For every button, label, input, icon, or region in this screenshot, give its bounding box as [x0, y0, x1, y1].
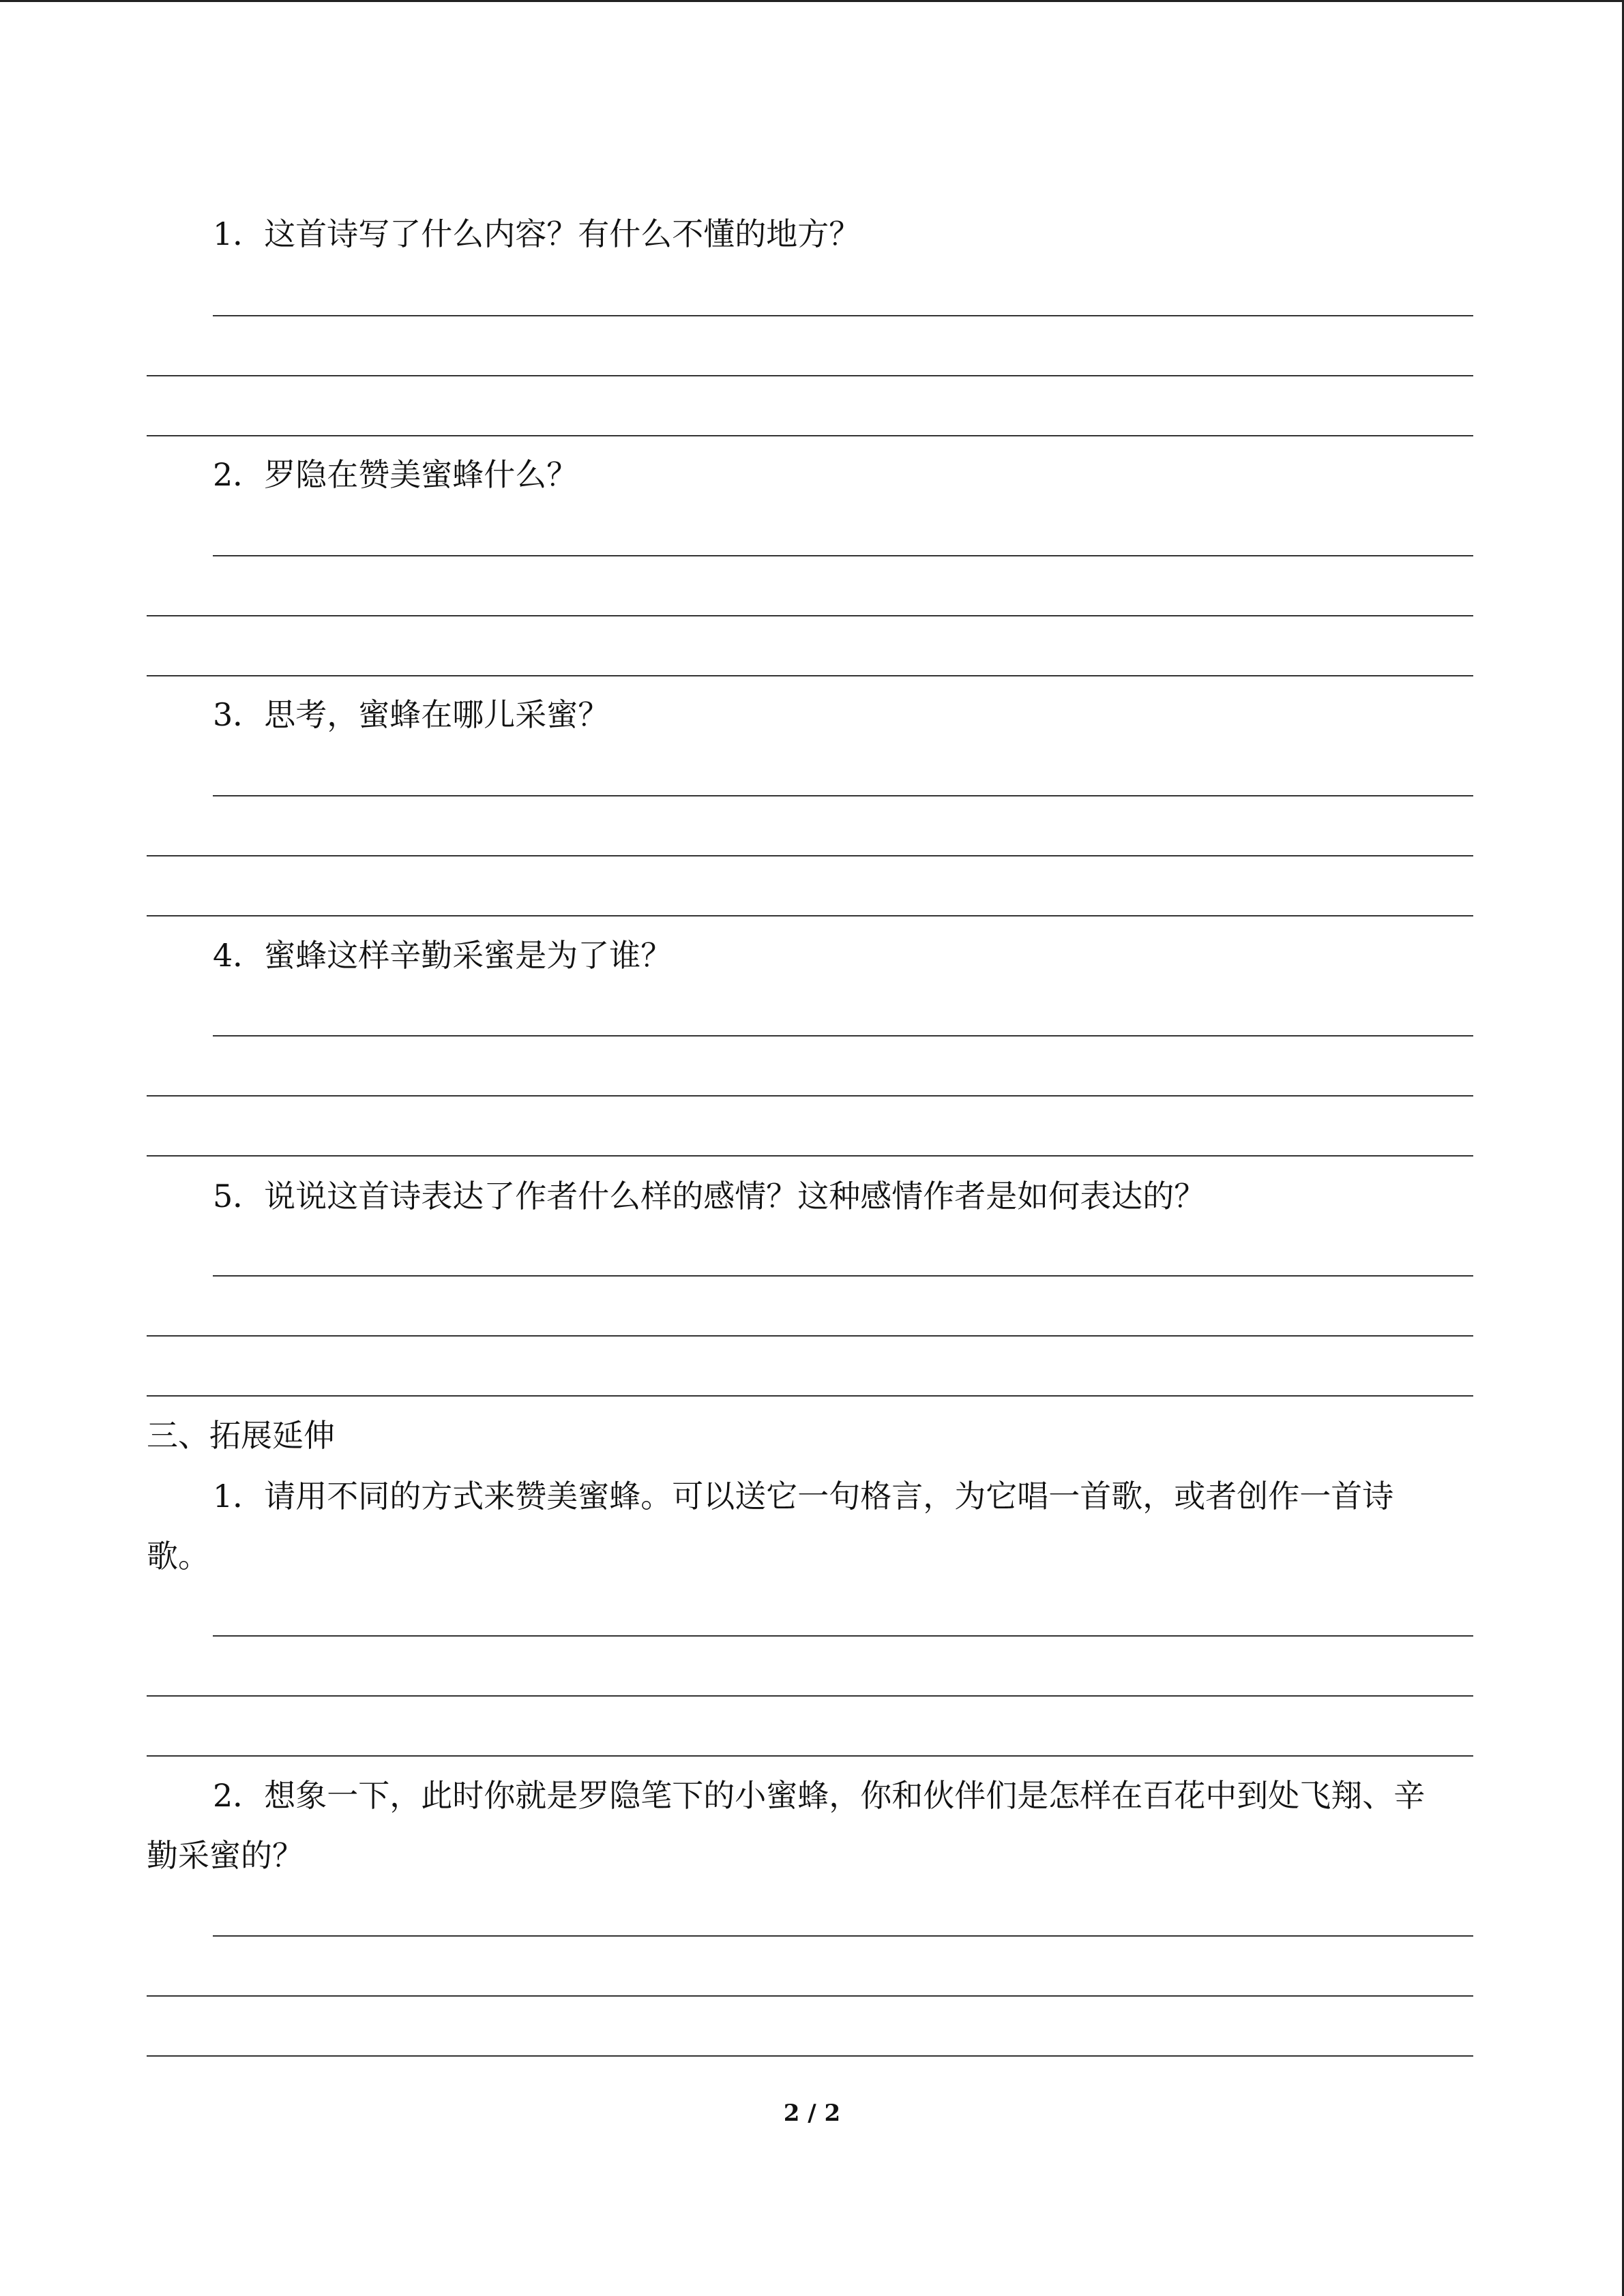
extension-question-2-line1: 2．想象一下，此时你就是罗隐笔下的小蜜蜂，你和伙伴们是怎样在百花中到处飞翔、辛 [213, 1777, 1426, 1814]
answer-line[interactable] [213, 315, 1473, 316]
answer-line[interactable] [147, 855, 1473, 856]
page-number: 2 / 2 [783, 2100, 841, 2127]
answer-line[interactable] [147, 435, 1473, 436]
answer-line[interactable] [147, 1995, 1473, 1997]
answer-line[interactable] [147, 1695, 1473, 1697]
question-2: 2．罗隐在赞美蜜蜂什么？ [213, 456, 578, 493]
answer-line[interactable] [213, 795, 1473, 796]
answer-line[interactable] [147, 675, 1473, 676]
answer-line[interactable] [147, 2055, 1473, 2057]
answer-line[interactable] [147, 1155, 1473, 1157]
answer-line[interactable] [147, 1095, 1473, 1097]
page-top-border [0, 0, 1624, 2]
answer-line[interactable] [147, 1395, 1473, 1397]
question-1: 1．这首诗写了什么内容？有什么不懂的地方？ [213, 215, 861, 252]
section-heading: 三、拓展延伸 [147, 1417, 335, 1454]
answer-line[interactable] [213, 555, 1473, 556]
answer-line[interactable] [213, 1935, 1473, 1937]
answer-line[interactable] [147, 1335, 1473, 1337]
question-4: 4．蜜蜂这样辛勤采蜜是为了谁？ [213, 937, 673, 974]
answer-line[interactable] [147, 615, 1473, 616]
question-3: 3．思考，蜜蜂在哪儿采蜜？ [213, 696, 610, 733]
answer-line[interactable] [213, 1035, 1473, 1037]
question-5: 5．说说这首诗表达了作者什么样的感情？这种感情作者是如何表达的？ [213, 1178, 1206, 1214]
answer-line[interactable] [213, 1635, 1473, 1637]
answer-line[interactable] [147, 1755, 1473, 1757]
extension-question-2-line2: 勤采蜜的？ [147, 1837, 304, 1874]
answer-line[interactable] [213, 1275, 1473, 1277]
answer-line[interactable] [147, 375, 1473, 376]
extension-question-1-line2: 歌。 [147, 1538, 209, 1575]
extension-question-1-line1: 1．请用不同的方式来赞美蜜蜂。可以送它一句格言，为它唱一首歌，或者创作一首诗 [213, 1478, 1394, 1515]
answer-line[interactable] [147, 915, 1473, 916]
